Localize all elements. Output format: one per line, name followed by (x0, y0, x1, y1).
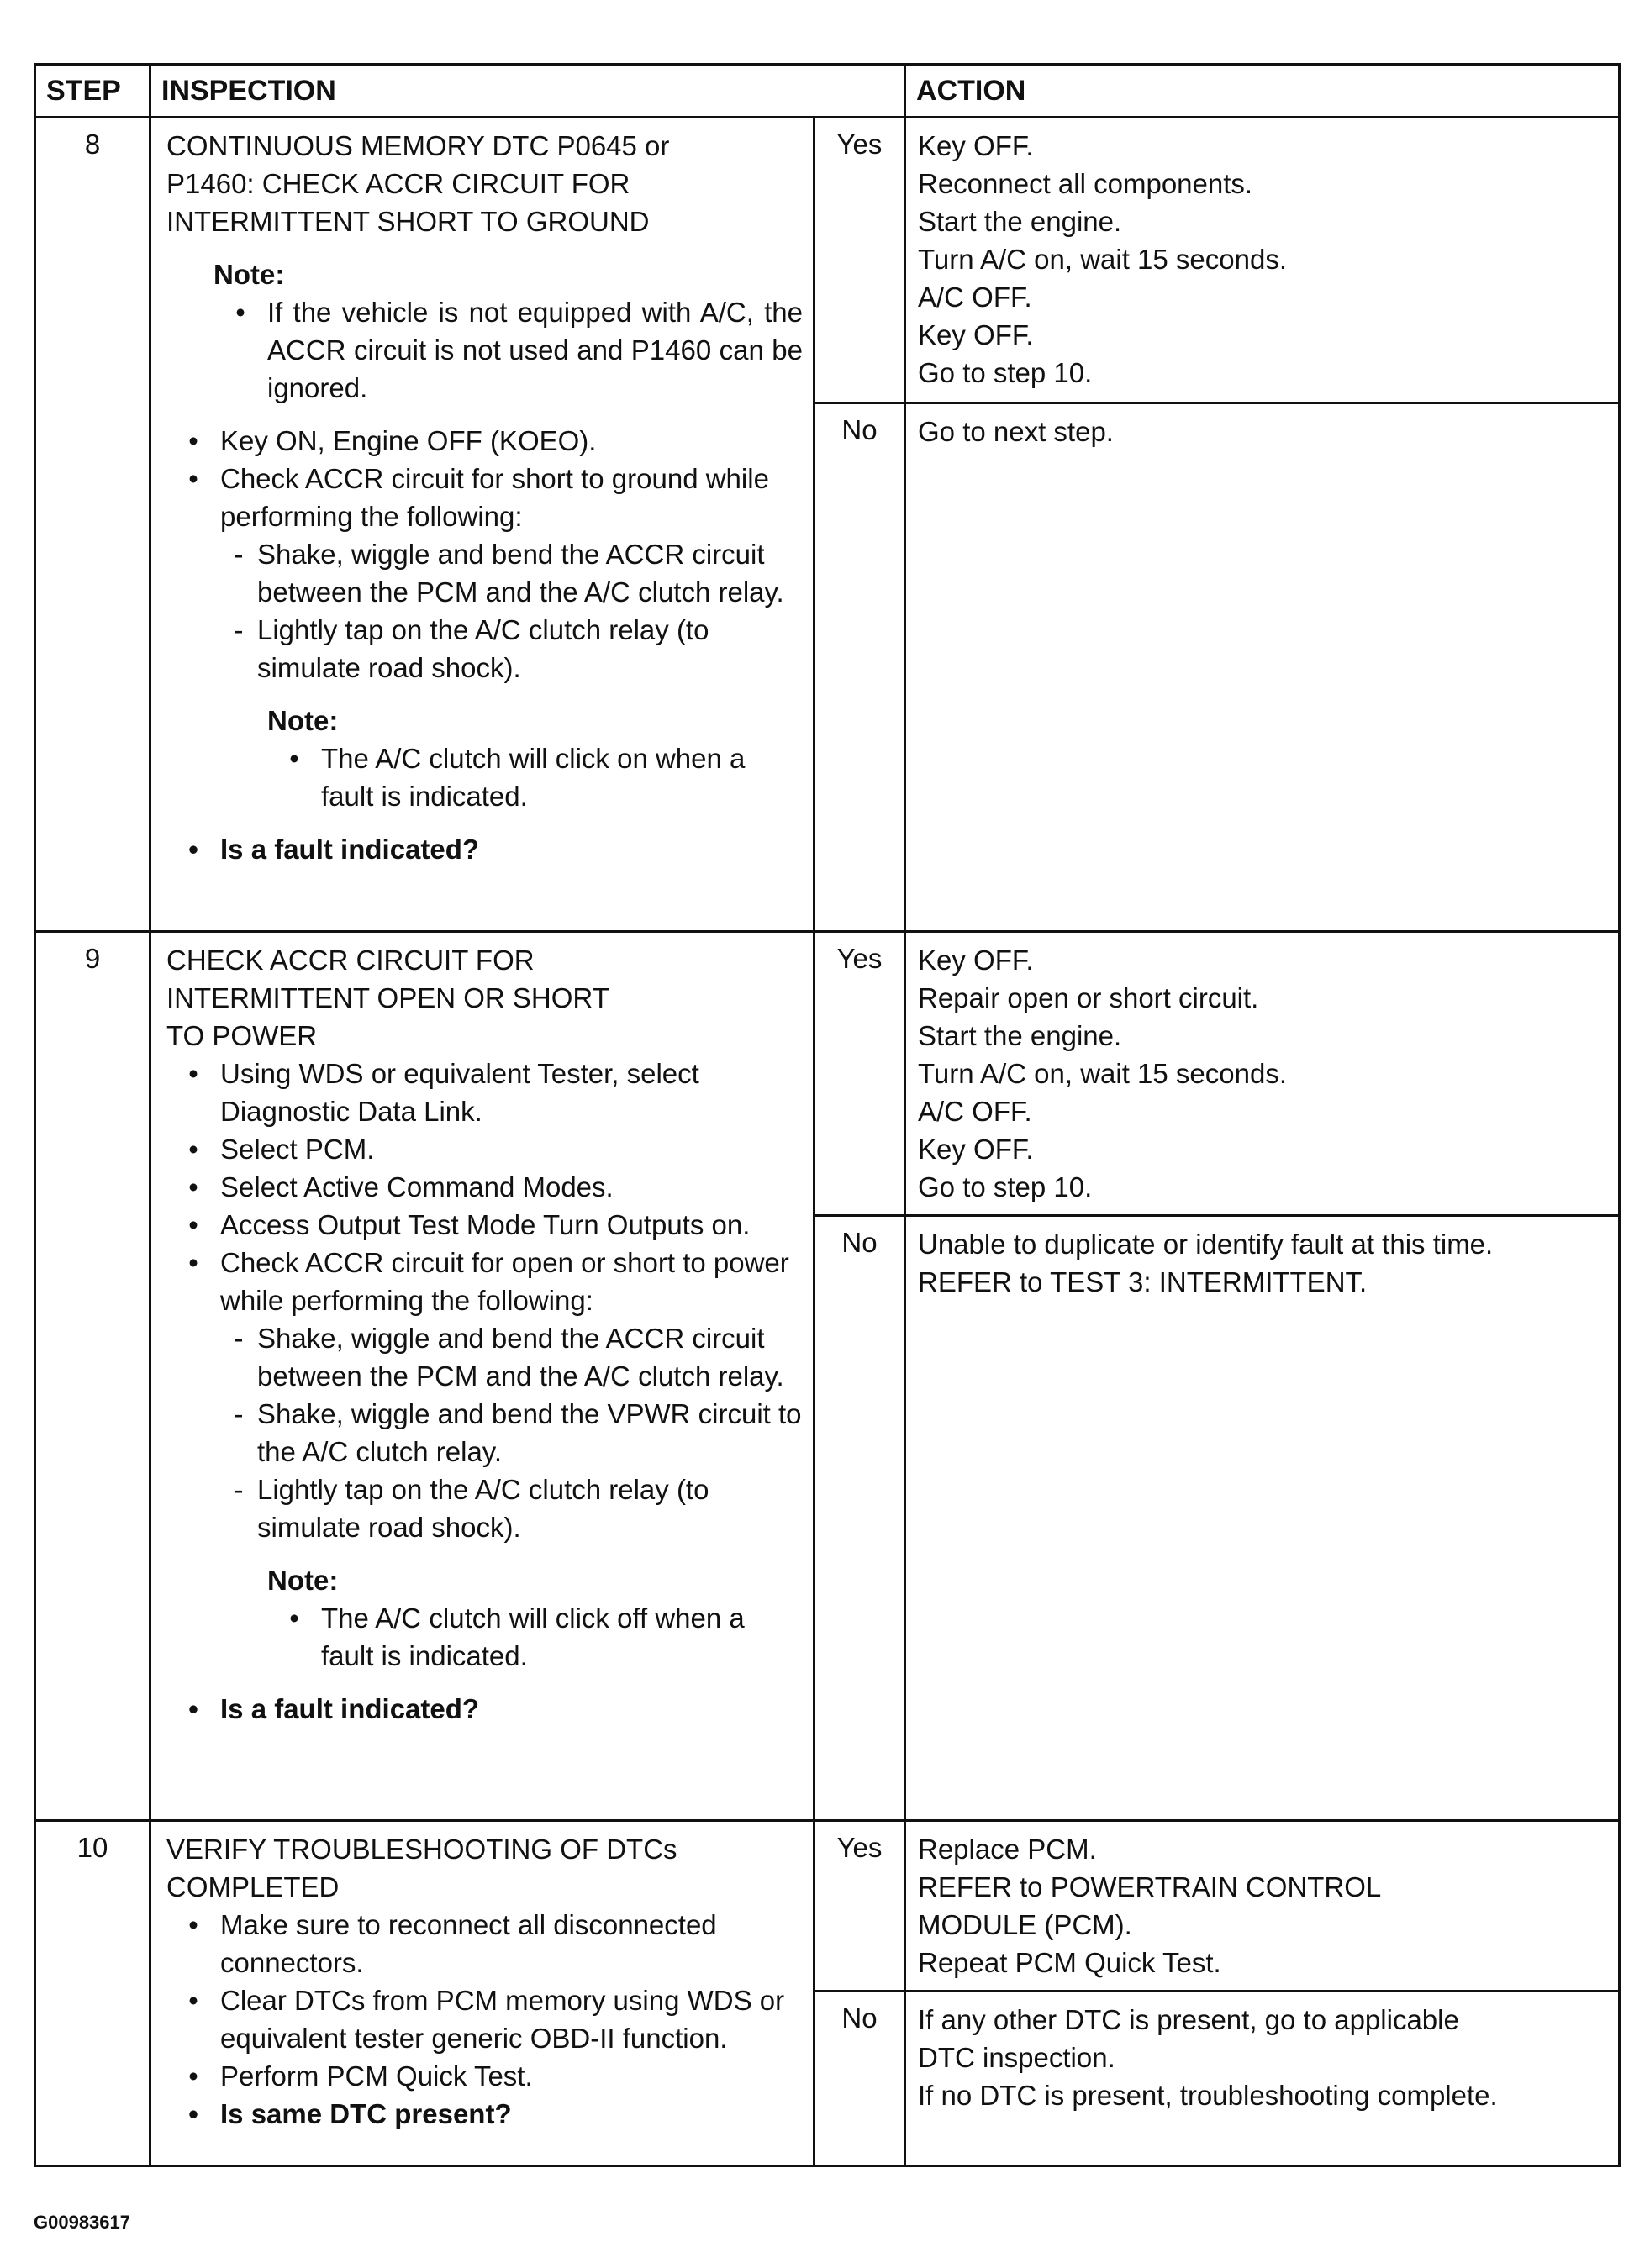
action-line: MODULE (PCM). (918, 1909, 1132, 1940)
yes-action (905, 1821, 1620, 1992)
action-line: REFER to POWERTRAIN CONTROL (918, 1871, 1382, 1902)
step-10-row-yes (35, 1821, 1620, 1992)
note-label: Note: (213, 259, 285, 290)
action-line: Key OFF. (918, 130, 1034, 161)
action-line: Reconnect all components. (918, 168, 1253, 199)
dash-icon: - (234, 1398, 244, 1429)
question-text: Is a fault indicated? (220, 1693, 480, 1724)
note-label: Note: (267, 705, 339, 736)
note-item (267, 1599, 803, 1675)
bullet-icon: • (188, 834, 198, 865)
bullet-text: Make sure to reconnect all disconnected connectors. (220, 1909, 717, 1978)
dash-item (166, 1395, 803, 1471)
dash-text: Shake, wiggle and bend the VPWR circuit to the A/C clutch relay. (257, 1398, 802, 1467)
dash-text: Lightly tap on the A/C clutch relay (to simulate road shock). (257, 614, 709, 683)
question-text: Is a fault indicated? (220, 834, 480, 865)
action-line: Replace PCM. (918, 1834, 1097, 1865)
dash-icon: - (234, 1474, 244, 1505)
step-9-inspection (150, 932, 814, 1821)
bullet-icon: • (188, 2098, 198, 2129)
action-line: Turn A/C on, wait 15 seconds. (918, 1058, 1288, 1089)
no-action (905, 1992, 1620, 2166)
inspection-title-line: INTERMITTENT OPEN OR SHORT (166, 982, 609, 1013)
step-number: 9 (35, 932, 150, 1821)
yes-label: Yes (814, 932, 905, 1216)
no-label: No (814, 1992, 905, 2166)
note-label: Note: (267, 1565, 339, 1596)
dash-icon: - (234, 614, 244, 645)
action-line: Unable to duplicate or identify fault at this time. (918, 1229, 1494, 1260)
bullet-icon: • (188, 1909, 198, 1940)
question-item (166, 1690, 803, 1728)
bullet-item (166, 2057, 803, 2095)
inspection-title-line: P1460: CHECK ACCR CIRCUIT FOR (166, 168, 630, 199)
bullet-icon: • (188, 1693, 198, 1724)
note-text: The A/C clutch will click on when a fault is indicated. (321, 743, 746, 812)
bullet-icon: • (188, 2060, 198, 2092)
dash-text: Shake, wiggle and bend the ACCR circuit between the PCM and the A/C clutch relay. (257, 1323, 784, 1392)
bullet-icon: • (188, 1171, 198, 1202)
bullet-item (166, 1244, 803, 1319)
dash-text: Shake, wiggle and bend the ACCR circuit between the PCM and the A/C clutch relay. (257, 539, 784, 608)
bullet-icon: • (188, 1209, 198, 1240)
bullet-item (166, 1168, 803, 1206)
yes-label: Yes (814, 1821, 905, 1992)
bullet-icon: • (188, 425, 198, 456)
bullet-icon: • (188, 1985, 198, 2016)
action-line: Key OFF. (918, 945, 1034, 976)
action-line: Key OFF. (918, 319, 1034, 350)
bullet-text: Using WDS or equivalent Tester, select Diagnostic Data Link. (220, 1058, 699, 1127)
bullet-icon: • (188, 1058, 198, 1089)
bullet-text: Select PCM. (220, 1134, 375, 1165)
dash-item (166, 1319, 803, 1395)
bullet-text: Clear DTCs from PCM memory using WDS or equivalent tester generic OBD-II function. (220, 1985, 785, 2054)
bullet-item (166, 1981, 803, 2057)
action-line: If any other DTC is present, go to applicable (918, 2004, 1459, 2035)
action-line: If no DTC is present, troubleshooting complete. (918, 2080, 1498, 2111)
bullet-text: Key ON, Engine OFF (KOEO). (220, 425, 597, 456)
action-line: A/C OFF. (918, 1096, 1032, 1127)
action-line: Start the engine. (918, 1020, 1122, 1051)
bullet-text: Access Output Test Mode Turn Outputs on. (220, 1209, 751, 1240)
step-8-inspection (150, 118, 814, 932)
yes-action (905, 932, 1620, 1216)
step-8-row-yes (35, 118, 1620, 403)
note-text: The A/C clutch will click off when a fault is indicated. (321, 1602, 745, 1671)
bullet-icon: • (289, 743, 299, 774)
diagnostic-table (34, 63, 1621, 2167)
no-label: No (814, 403, 905, 932)
dash-icon: - (234, 539, 244, 570)
bullet-icon: • (188, 1134, 198, 1165)
inspection-title-line: CHECK ACCR CIRCUIT FOR (166, 945, 535, 976)
bullet-item (166, 422, 803, 460)
note-text: If the vehicle is not equipped with A/C, the ACCR circuit is not used and P1460 can be ignored. (267, 297, 803, 403)
bullet-text: Perform PCM Quick Test. (220, 2060, 533, 2092)
question-item (166, 830, 803, 868)
step-header: STEP (35, 65, 150, 118)
dash-icon: - (234, 1323, 244, 1354)
question-text: Is same DTC present? (220, 2098, 512, 2129)
note-item (267, 739, 803, 815)
action-line: Go to next step. (918, 416, 1114, 447)
dash-item (166, 611, 803, 687)
inspection-title-line: COMPLETED (166, 1871, 340, 1902)
bullet-item (166, 460, 803, 535)
question-item (166, 2095, 803, 2133)
note-item (213, 293, 803, 407)
step-number: 10 (35, 1821, 150, 2166)
step-10-inspection (150, 1821, 814, 2166)
inspection-header: INSPECTION (150, 65, 905, 118)
action-line: A/C OFF. (918, 282, 1032, 313)
yes-action (905, 118, 1620, 403)
inspection-title-line: VERIFY TROUBLESHOOTING OF DTCs (166, 1834, 677, 1865)
bullet-item (166, 1206, 803, 1244)
bullet-icon: • (188, 1247, 198, 1278)
action-line: REFER to TEST 3: INTERMITTENT. (918, 1266, 1368, 1297)
bullet-text: Check ACCR circuit for short to ground while performing the following: (220, 463, 769, 532)
action-line: Repair open or short circuit. (918, 982, 1259, 1013)
bullet-item (166, 1906, 803, 1981)
bullet-icon: • (235, 297, 245, 328)
action-line: Key OFF. (918, 1134, 1034, 1165)
action-header: ACTION (905, 65, 1620, 118)
action-line: Start the engine. (918, 206, 1122, 237)
header-row (35, 65, 1620, 118)
bullet-text: Select Active Command Modes. (220, 1171, 614, 1202)
inspection-title-line: INTERMITTENT SHORT TO GROUND (166, 206, 650, 237)
action-line: Go to step 10. (918, 357, 1093, 388)
action-line: Repeat PCM Quick Test. (918, 1947, 1221, 1978)
bullet-item (166, 1055, 803, 1130)
no-action (905, 1216, 1620, 1821)
dash-item (166, 535, 803, 611)
inspection-title-line: TO POWER (166, 1020, 318, 1051)
bullet-icon: • (188, 463, 198, 494)
bullet-item (166, 1130, 803, 1168)
bullet-text: Check ACCR circuit for open or short to power while performing the following: (220, 1247, 789, 1316)
step-9-row-yes (35, 932, 1620, 1216)
no-label: No (814, 1216, 905, 1821)
bullet-icon: • (289, 1602, 299, 1634)
inspection-title-line: CONTINUOUS MEMORY DTC P0645 or (166, 130, 670, 161)
action-line: DTC inspection. (918, 2042, 1115, 2073)
dash-text: Lightly tap on the A/C clutch relay (to simulate road shock). (257, 1474, 709, 1543)
dash-item (166, 1471, 803, 1546)
step-number: 8 (35, 118, 150, 932)
action-line: Go to step 10. (918, 1171, 1093, 1202)
figure-code: G00983617 (34, 2212, 130, 2233)
yes-label: Yes (814, 118, 905, 403)
no-action (905, 403, 1620, 932)
action-line: Turn A/C on, wait 15 seconds. (918, 244, 1288, 275)
